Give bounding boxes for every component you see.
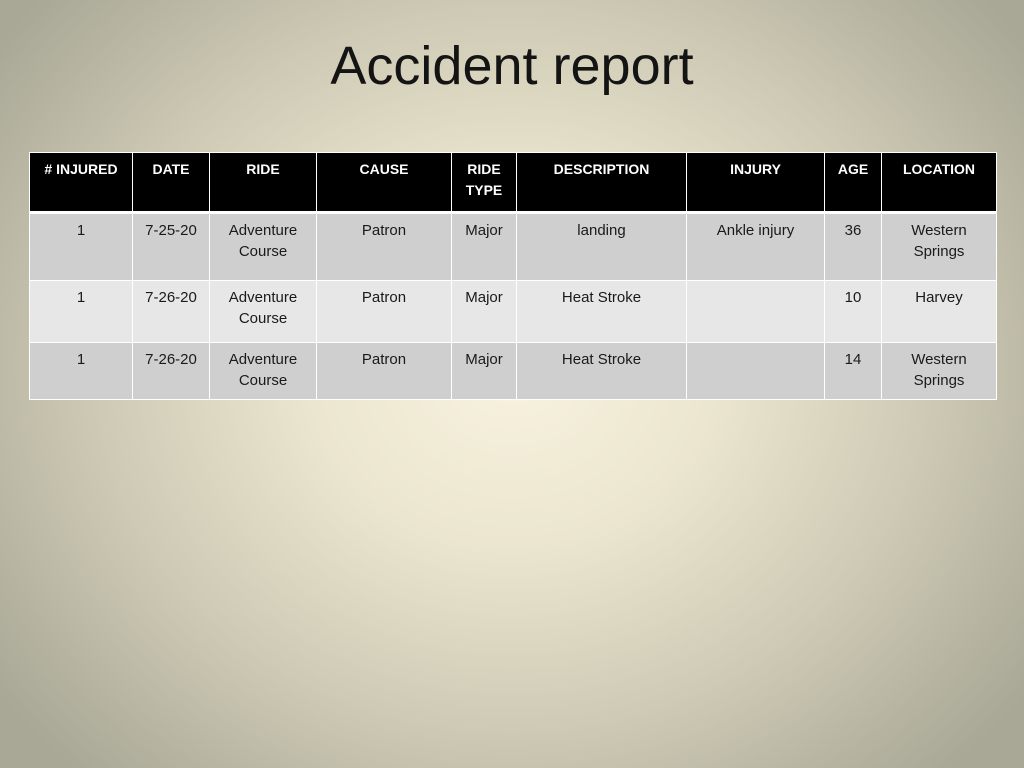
cell-description: Heat Stroke	[517, 343, 687, 400]
header-description: DESCRIPTION	[517, 153, 687, 213]
header-cause: CAUSE	[317, 153, 452, 213]
cell-location: Harvey	[882, 281, 997, 343]
cell-description: landing	[517, 213, 687, 281]
cell-location: Western Springs	[882, 343, 997, 400]
header-row	[30, 153, 997, 213]
cell-date: 7-26-20	[133, 281, 210, 343]
table-row	[30, 213, 997, 281]
cell-ride-type: Major	[452, 281, 517, 343]
cell-injured: 1	[30, 281, 133, 343]
cell-ride: Adventure Course	[210, 343, 317, 400]
cell-ride-type: Major	[452, 213, 517, 281]
cell-description: Heat Stroke	[517, 281, 687, 343]
header-age: AGE	[825, 153, 882, 213]
cell-cause: Patron	[317, 343, 452, 400]
cell-date: 7-25-20	[133, 213, 210, 281]
cell-ride: Adventure Course	[210, 213, 317, 281]
cell-date: 7-26-20	[133, 343, 210, 400]
table-row	[30, 343, 997, 400]
table-row	[30, 281, 997, 343]
cell-injured: 1	[30, 343, 133, 400]
cell-cause: Patron	[317, 281, 452, 343]
slide-title: Accident report	[330, 36, 694, 96]
header-ride-type: RIDE TYPE	[452, 153, 517, 213]
cell-injury	[687, 343, 825, 400]
header-date: DATE	[133, 153, 210, 213]
header-ride: RIDE	[210, 153, 317, 213]
header-location: LOCATION	[882, 153, 997, 213]
header-injury: INJURY	[687, 153, 825, 213]
cell-age: 36	[825, 213, 882, 281]
cell-injury	[687, 281, 825, 343]
cell-ride: Adventure Course	[210, 281, 317, 343]
cell-location: Western Springs	[882, 213, 997, 281]
cell-ride-type: Major	[452, 343, 517, 400]
cell-age: 14	[825, 343, 882, 400]
cell-age: 10	[825, 281, 882, 343]
accident-report-table	[29, 152, 997, 400]
cell-injured: 1	[30, 213, 133, 281]
cell-cause: Patron	[317, 213, 452, 281]
header-injured: # INJURED	[30, 153, 133, 213]
cell-injury: Ankle injury	[687, 213, 825, 281]
